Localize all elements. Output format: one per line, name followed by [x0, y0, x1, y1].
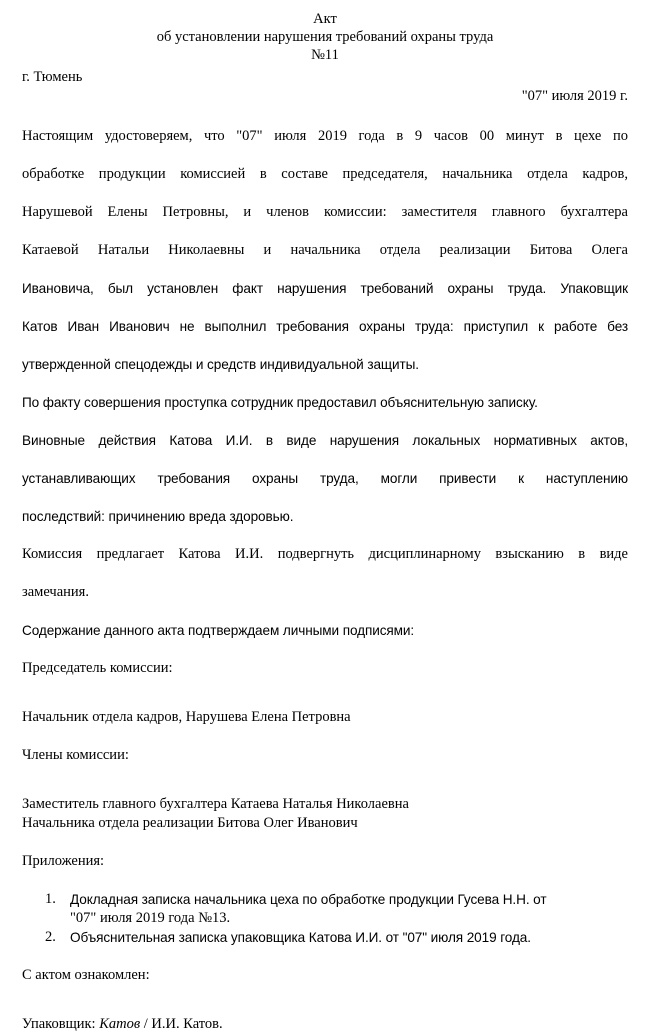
paragraph-main	[22, 127, 628, 374]
document-number: №11	[311, 47, 339, 63]
signature-separator: /	[143, 1016, 148, 1032]
paragraph-line: утвержденной спецодежды и средств индивидуальной защиты.	[22, 357, 419, 372]
acknowledgement-label: С актом ознакомлен:	[22, 967, 150, 983]
list-item	[22, 890, 628, 928]
document-header	[22, 10, 628, 64]
paragraph-line: последствий: причинению вреда здоровью.	[22, 509, 294, 524]
paragraph-line: замечания.	[22, 584, 89, 600]
list-item-text: Объяснительная записка упаковщика Катова И.И. от "07" июля 2019 года.	[70, 930, 531, 945]
paragraph-line: Катов Иван Иванович не выполнил требования охраны труда: приступил к работе без	[22, 319, 628, 334]
attachments-label: Приложения:	[22, 853, 105, 869]
list-item-text: Докладная записка начальника цеха по обработке продукции Гусева Н.Н. от	[70, 892, 547, 907]
paragraph-violation	[22, 431, 628, 526]
member-1: Заместитель главного бухгалтера Катаева Наталья Николаевна	[22, 796, 409, 812]
paragraph-line: обработке продукции комиссией в составе председателя, начальника отдела кадров,	[22, 166, 628, 182]
document-page	[22, 10, 628, 1034]
document-title: Акт	[313, 11, 337, 27]
chair-label: Председатель комиссии:	[22, 660, 173, 676]
paragraph-line: Нарушевой Елены Петровны, и членов комиссии: заместителя главного бухгалтера	[22, 204, 628, 220]
paragraph-line: Настоящим удостоверяем, что "07" июля 2019 года в 9 часов 00 минут в цехе по	[22, 128, 628, 144]
acknowledgement-role: Упаковщик:	[22, 1016, 96, 1032]
attachments-list	[22, 890, 628, 947]
list-item-number: 2.	[45, 929, 56, 945]
paragraph-line: Ивановича, был установлен факт нарушения требований охраны труда. Упаковщик	[22, 281, 628, 296]
paragraph-line: Комиссия предлагает Катова И.И. подвергнуть дисциплинарному взысканию в виде	[22, 546, 628, 562]
place: г. Тюмень	[22, 69, 83, 85]
member-2: Начальника отдела реализации Битова Олег Иванович	[22, 815, 358, 831]
paragraph-explanation: По факту совершения проступка сотрудник предоставил объяснительную записку.	[22, 395, 538, 410]
document-subtitle: об установлении нарушения требований охраны труда	[156, 29, 494, 45]
members-label: Члены комиссии:	[22, 747, 129, 763]
acknowledgement-name: И.И. Катов.	[151, 1016, 223, 1032]
list-item-number: 1.	[45, 891, 56, 907]
paragraph-proposal	[22, 545, 628, 602]
document-date: "07" июля 2019 г.	[521, 88, 628, 104]
acknowledgement-line	[22, 1015, 628, 1034]
paragraph-line: Катаевой Натальи Николаевны и начальника отдела реализации Битова Олега	[22, 242, 628, 258]
paragraph-confirmation: Содержание данного акта подтверждаем личными подписями:	[22, 623, 415, 638]
list-item	[22, 928, 628, 947]
paragraph-line: Виновные действия Катова И.И. в виде нарушения локальных нормативных актов,	[22, 433, 628, 448]
paragraph-line: устанавливающих требования охраны труда, могли привести к наступлению	[22, 471, 628, 486]
handwritten-signature: Катов	[99, 1016, 141, 1032]
list-item-text: "07" июля 2019 года №13.	[70, 910, 231, 926]
chair-name: Начальник отдела кадров, Нарушева Елена Петровна	[22, 709, 351, 725]
